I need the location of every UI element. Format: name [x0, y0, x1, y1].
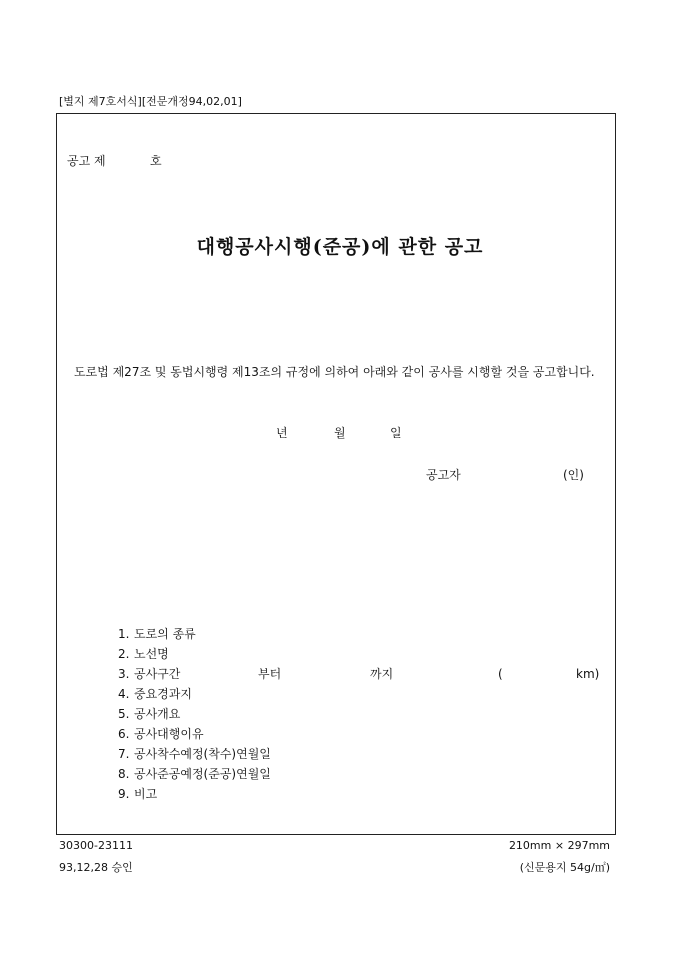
item-label: 중요경과지 — [134, 687, 192, 701]
list-item — [118, 764, 271, 784]
date-year: 년 — [276, 426, 288, 440]
item-label: 공사구간 — [134, 667, 181, 681]
paper-size: 210mm × 297mm — [508, 839, 610, 852]
item-number: 7. — [118, 747, 130, 761]
announcer-seal: (인) — [563, 468, 584, 482]
item-label: 비고 — [134, 787, 158, 801]
item-number: 9. — [118, 787, 130, 801]
item-number: 5. — [118, 707, 130, 721]
item-number: 8. — [118, 767, 130, 781]
paper-type: (신문용지 54g/㎡) — [519, 861, 610, 874]
section-from: 부터 — [258, 667, 282, 681]
distance-unit: km) — [576, 667, 600, 681]
notice-number-suffix: 호 — [150, 154, 162, 168]
announcer-label: 공고자 — [426, 468, 461, 482]
item-list — [118, 624, 600, 804]
item-number: 6. — [118, 727, 130, 741]
list-item — [118, 644, 271, 664]
body-paragraph: 도로법 제27조 및 동법시행령 제13조의 규정에 의하여 아래와 같이 공사를 시행할 것을 공고합니다. — [74, 365, 595, 379]
list-item — [118, 664, 600, 684]
document-title: 대행공사시행(준공)에 관한 공고 — [196, 236, 484, 258]
form-code: 30300-23111 — [59, 839, 133, 852]
item-label: 노선명 — [134, 647, 169, 661]
item-label: 공사착수예정(착수)연월일 — [134, 747, 271, 761]
item-label: 공사준공예정(준공)연월일 — [134, 767, 271, 781]
item-number: 4. — [118, 687, 130, 701]
section-to: 까지 — [370, 667, 394, 681]
item-label: 공사개요 — [134, 707, 181, 721]
form-header: [별지 제7호서식][전문개정94,02,01] — [59, 95, 242, 108]
item-number: 3. — [118, 667, 130, 681]
list-item — [118, 724, 271, 744]
list-item — [118, 684, 271, 704]
list-item — [118, 624, 271, 644]
list-item — [118, 784, 271, 804]
item-label: 도로의 종류 — [134, 627, 196, 641]
item-number: 2. — [118, 647, 130, 661]
item-number: 1. — [118, 627, 130, 641]
date-month: 월 — [334, 426, 346, 440]
list-item — [118, 744, 271, 764]
notice-number-label: 공고 제 — [67, 154, 106, 168]
item-label: 공사대행이유 — [134, 727, 204, 741]
approval-date: 93,12,28 승인 — [59, 861, 133, 874]
date-day: 일 — [390, 426, 402, 440]
distance-open: ( — [498, 667, 503, 681]
list-item — [118, 704, 271, 724]
